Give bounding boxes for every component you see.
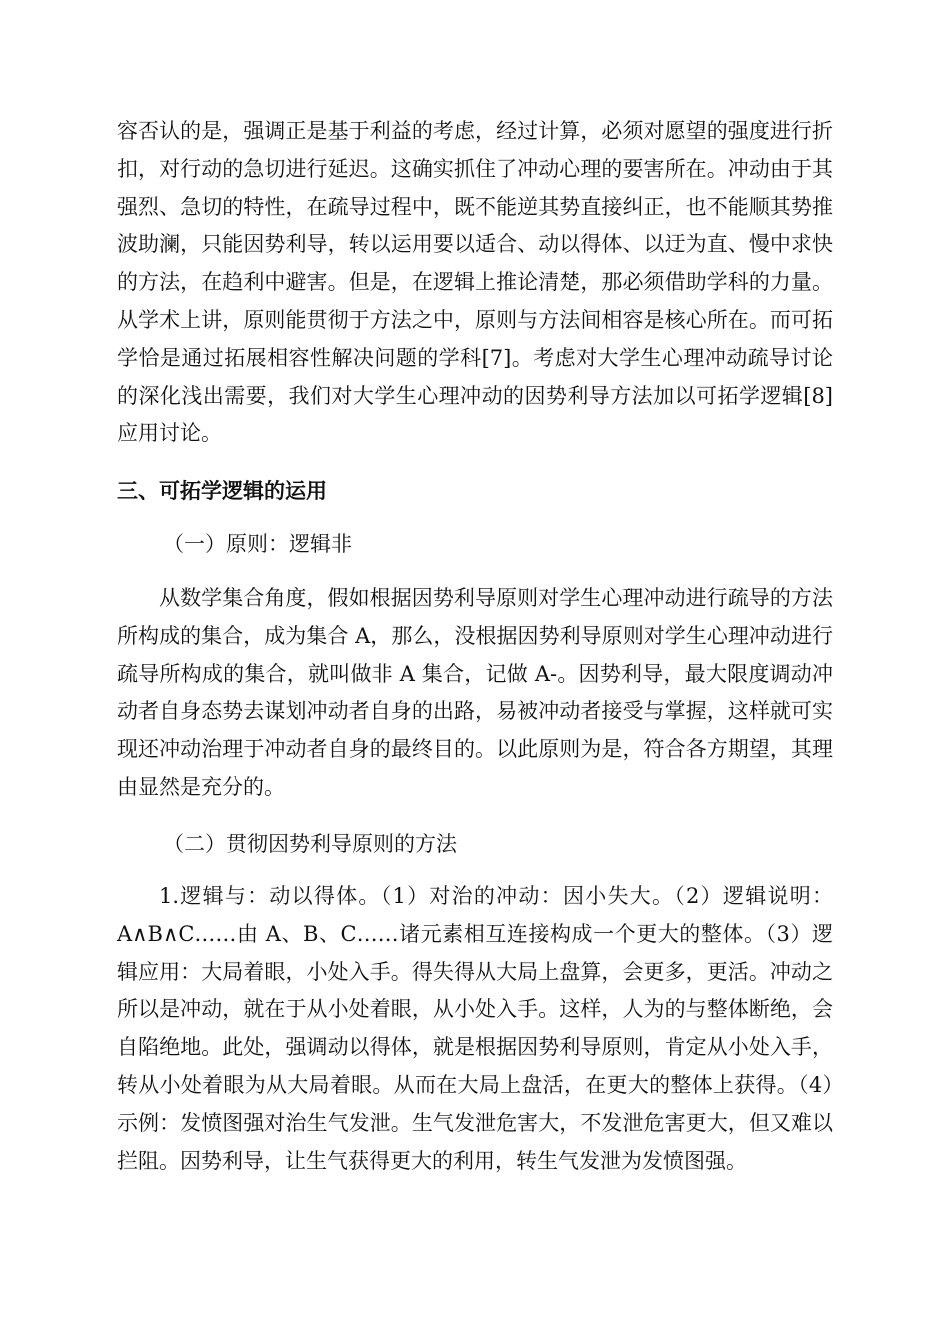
paragraph-logic-and: 1.逻辑与：动以得体。（1）对治的冲动：因小失大。（2）逻辑说明：A∧B∧C……由 A、B、C……诸元素相互连接构成一个更大的整体。（3）逻辑应用：大局着眼，小处入手。得失得从大局上盘算，会更多，更活。冲动之所以是冲动，就在于从小处着眼，从小处入手。这样，人为的与整体断绝，会自陷绝地。此处，强调动以得体，就是根据因势利导原则，肯定从小处入手，转从小处着眼为从大局着眼。从而在大局上盘活，在更大的整体上获得。（4）示例：发愤图强对治生气发泄。生气发泄危害大，不发泄危害更大，但又难以拦阻。因势利导，让生气获得更大的利用，转生气发泄为发愤图强。 <box>117 884 833 1173</box>
section-heading-3: 三、可拓学逻辑的运用 <box>117 479 327 503</box>
paragraph-intro: 容否认的是，强调正是基于利益的考虑，经过计算，必须对愿望的强度进行折扣，对行动的急切进行延迟。这确实抓住了冲动心理的要害所在。冲动由于其强烈、急切的特性，在疏导过程中，既不能逆其势直接纠正，也不能顺其势推波助澜，只能因势利导，转以运用要以适合、动以得体、以迂为直、慢中求快的方法，在趋利中避害。但是，在逻辑上推论清楚，那必须借助学科的力量。从学术上讲，原则能贯彻于方法之中，原则与方法间相容是核心所在。而可拓学恰是通过拓展相容性解决问题的学科[7]。考虑对大学生心理冲动疏导讨论的深化浅出需要，我们对大学生心理冲动的因势利导方法加以可拓学逻辑[8]应用讨论。 <box>117 119 833 446</box>
paragraph-set-logic: 从数学集合角度，假如根据因势利导原则对学生心理冲动进行疏导的方法所构成的集合，成为集合 A，那么，没根据因势利导原则对学生心理冲动进行疏导所构成的集合，就叫做非 A 集合，记做 A-。因势利导，最大限度调动冲动者自身态势去谋划冲动者自身的出路，易被冲动者接受与掌握，这样就可实现还冲动治理于冲动者自身的最终目的。以此原则为是，符合各方期望，其理由显然是充分的。 <box>117 586 833 799</box>
subheading-principle: （一）原则：逻辑非 <box>163 532 352 556</box>
subheading-methods: （二）贯彻因势利导原则的方法 <box>163 832 457 856</box>
